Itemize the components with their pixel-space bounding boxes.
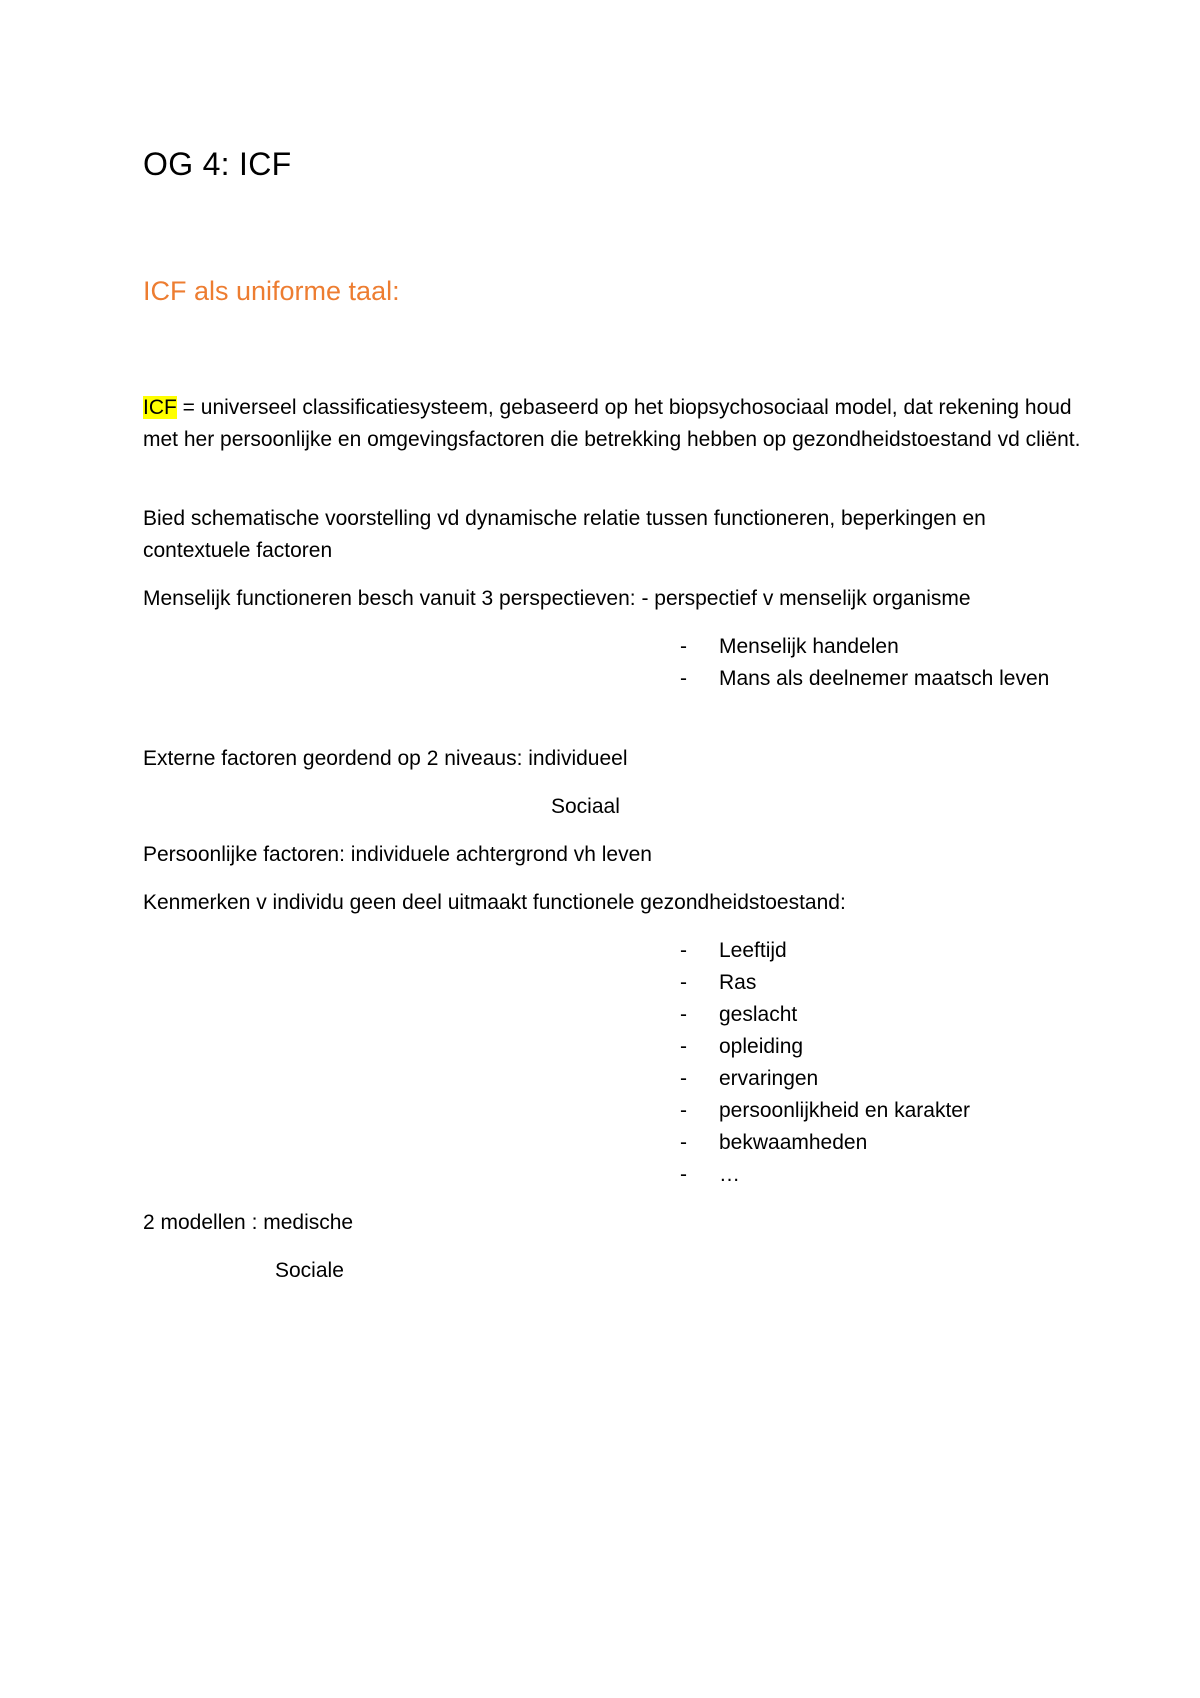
list-item: - Ras	[676, 967, 1076, 999]
paragraph-models: 2 modellen : medische	[143, 1211, 354, 1234]
paragraph-models-second: Sociale	[275, 1259, 344, 1282]
dash-bullet: -	[680, 667, 687, 690]
dash-bullet: -	[680, 939, 687, 962]
highlighted-term: ICF	[143, 396, 177, 419]
section-heading: ICF als uniforme taal:	[143, 276, 400, 306]
paragraph-personal-factors: Persoonlijke factoren: individuele achtergrond vh leven	[143, 843, 652, 866]
page-title: OG 4: ICF	[143, 146, 292, 182]
paragraph-icf-definition	[143, 392, 1083, 456]
dash-bullet: -	[680, 1003, 687, 1026]
paragraph-external-factors-second: Sociaal	[551, 795, 620, 818]
list-item: - opleiding	[676, 1031, 1076, 1063]
dash-bullet: -	[680, 1035, 687, 1058]
list-item: - geslacht	[676, 999, 1076, 1031]
paragraph-schematic: Bied schematische voorstelling vd dynamische relatie tussen functioneren, beperkingen en contextuele factoren	[143, 507, 986, 562]
paragraph-text: = universeel classificatiesysteem, gebaseerd op het biopsychosociaal model, dat rekening houd met her persoonlijke en omgevingsfactoren die betrekking hebben op gezondheidstoestand vd cliënt.	[143, 396, 1081, 451]
paragraph-perspectives: Menselijk functioneren besch vanuit 3 perspectieven: - perspectief v menselijk organisme	[143, 587, 971, 610]
dash-bullet: -	[680, 971, 687, 994]
list-item: - bekwaamheden	[676, 1127, 1076, 1159]
dash-bullet: -	[680, 1131, 687, 1154]
perspectives-list	[676, 631, 1076, 695]
characteristics-list	[676, 935, 1076, 1191]
list-item: - ervaringen	[676, 1063, 1076, 1095]
list-item: - Mans als deelnemer maatsch leven	[676, 663, 1076, 695]
list-item: - Menselijk handelen	[676, 631, 1076, 663]
dash-bullet: -	[680, 635, 687, 658]
list-item: - Leeftijd	[676, 935, 1076, 967]
paragraph-characteristics: Kenmerken v individu geen deel uitmaakt functionele gezondheidstoestand:	[143, 891, 846, 914]
paragraph-external-factors: Externe factoren geordend op 2 niveaus: individueel	[143, 747, 628, 770]
dash-bullet: -	[680, 1099, 687, 1122]
list-item: - …	[676, 1159, 1076, 1191]
dash-bullet: -	[680, 1067, 687, 1090]
dash-bullet: -	[680, 1163, 687, 1186]
list-item: - persoonlijkheid en karakter	[676, 1095, 1076, 1127]
